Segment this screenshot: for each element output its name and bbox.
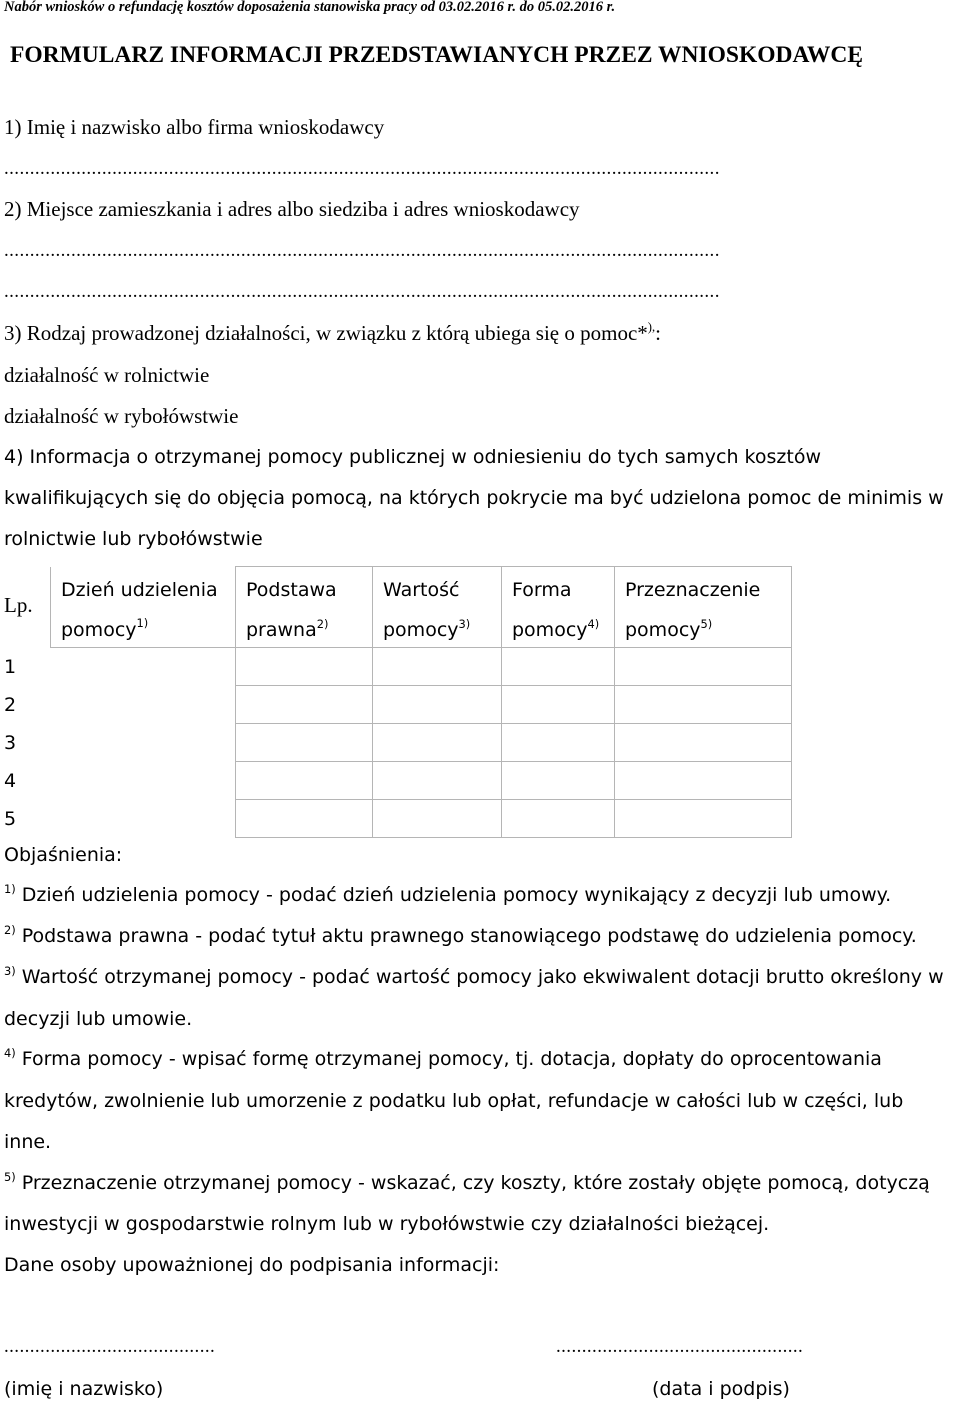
question-1: 1) Imię i nazwisko albo firma wnioskodawcy — [4, 115, 385, 139]
cell-value[interactable] — [373, 648, 502, 686]
cell-form[interactable] — [502, 648, 615, 686]
note-4-cont: kredytów, zwolnienie lub umorzenie z podatku lub opłat, refundacje w całości lub w części, lub — [4, 1090, 904, 1112]
cell-legal-basis[interactable] — [236, 686, 373, 724]
header-legal-basis: Podstawa prawna$^{2)}$ — [236, 567, 373, 648]
question-4-line-3: rolnictwie lub rybołówstwie — [4, 528, 263, 550]
page-header: Nabór wniosków o refundację kosztów doposażenia stanowiska pracy od 03.02.2016 r. do 05.02.2016 r. — [4, 0, 616, 15]
form-title: FORMULARZ INFORMACJI PRZEDSTAWIANYCH PRZEZ WNIOSKODAWCĘ — [10, 42, 864, 68]
note-4-cont-2: inne. — [4, 1131, 52, 1153]
header-purpose: Przeznaczenie pomocy$^{5)}$ — [615, 567, 792, 648]
cell-date[interactable] — [51, 762, 236, 800]
cell-legal-basis[interactable] — [236, 724, 373, 762]
signature-date-line[interactable]: ................................................ — [556, 1336, 804, 1357]
signature-date-label: (data i podpis) — [652, 1378, 790, 1400]
option-fishery[interactable]: działalność w rybołówstwie — [4, 404, 239, 428]
cell-purpose[interactable] — [615, 800, 792, 838]
answer-line-2a[interactable]: ........................................................................................................................................... — [4, 240, 720, 261]
cell-date[interactable] — [51, 724, 236, 762]
cell-legal-basis[interactable] — [236, 648, 373, 686]
cell-value[interactable] — [373, 686, 502, 724]
cell-form[interactable] — [502, 800, 615, 838]
question-2: 2) Miejsce zamieszkania i adres albo siedziba i adres wnioskodawcy — [4, 197, 580, 221]
cell-form[interactable] — [502, 762, 615, 800]
answer-line-1[interactable]: ........................................................................................................................................... — [4, 158, 720, 179]
table-row — [0, 800, 792, 838]
question-3-text: 3) Rodzaj prowadzonej działalności, w związku z którą ubiega się o pomoc* — [4, 321, 648, 345]
row-number: 5 — [4, 807, 17, 830]
authorized-person-label: Dane osoby upoważnionej do podpisania informacji: — [4, 1254, 500, 1276]
cell-legal-basis[interactable] — [236, 762, 373, 800]
note-5-cont: inwestycji w gospodarstwie rolnym lub w rybołówstwie czy działalności bieżącej. — [4, 1213, 770, 1235]
header-date: Dzień udzielenia pomocy$^{1)}$ — [51, 567, 236, 648]
cell-purpose[interactable] — [615, 762, 792, 800]
row-number: 4 — [4, 769, 17, 792]
question-3-sup: ), — [647, 319, 656, 334]
answer-line-2b[interactable]: ........................................................................................................................................... — [4, 281, 720, 302]
row-number: 2 — [4, 693, 17, 716]
cell-legal-basis[interactable] — [236, 800, 373, 838]
note-3: $^{3)}$ Wartość otrzymanej pomocy - podać wartość pomocy jako ekwiwalent dotacji brutto określony w — [4, 963, 944, 988]
aid-table — [0, 566, 792, 838]
table-header-row — [0, 567, 792, 648]
table-row — [0, 724, 792, 762]
note-3-cont: decyzji lub umowie. — [4, 1008, 193, 1030]
note-4: $^{4)}$ Forma pomocy - wpisać formę otrzymanej pomocy, tj. dotacja, dopłaty do oprocentowania — [4, 1045, 882, 1070]
note-5: $^{5)}$ Przeznaczenie otrzymanej pomocy - wskazać, czy koszty, które zostały objęte pomocą, dotyczą — [4, 1169, 930, 1194]
note-1: $^{1)}$ Dzień udzielenia pomocy - podać dzień udzielenia pomocy wynikający z decyzji lub umowy. — [4, 881, 892, 906]
table-row — [0, 686, 792, 724]
cell-date[interactable] — [51, 800, 236, 838]
note-2: $^{2)}$ Podstawa prawna - podać tytuł aktu prawnego stanowiącego podstawę do udzielenia pomocy. — [4, 922, 917, 947]
signature-name-line[interactable]: ......................................... — [4, 1336, 216, 1357]
cell-date[interactable] — [51, 686, 236, 724]
header-lp — [0, 567, 51, 648]
table-row — [0, 762, 792, 800]
lp-label: Lp. — [4, 592, 33, 617]
notes-title: Objaśnienia: — [4, 844, 123, 866]
cell-value[interactable] — [373, 800, 502, 838]
question-3 — [4, 321, 661, 346]
signature-name-label: (imię i nazwisko) — [4, 1378, 164, 1400]
cell-value[interactable] — [373, 724, 502, 762]
row-number: 3 — [4, 731, 17, 754]
cell-purpose[interactable] — [615, 724, 792, 762]
cell-purpose[interactable] — [615, 648, 792, 686]
cell-form[interactable] — [502, 724, 615, 762]
option-agriculture[interactable]: działalność w rolnictwie — [4, 363, 210, 387]
question-4-line-1: 4) Informacja o otrzymanej pomocy publicznej w odniesieniu do tych samych kosztów — [4, 446, 821, 468]
cell-value[interactable] — [373, 762, 502, 800]
header-form: Forma pomocy$^{4)}$ — [502, 567, 615, 648]
question-3-colon: : — [655, 321, 661, 345]
cell-date[interactable] — [51, 648, 236, 686]
table-row — [0, 648, 792, 686]
cell-form[interactable] — [502, 686, 615, 724]
row-number: 1 — [4, 655, 17, 678]
header-value: Wartość pomocy$^{3)}$ — [373, 567, 502, 648]
question-4-line-2: kwalifikujących się do objęcia pomocą, na których pokrycie ma być udzielona pomoc de minimis w — [4, 487, 944, 509]
cell-purpose[interactable] — [615, 686, 792, 724]
